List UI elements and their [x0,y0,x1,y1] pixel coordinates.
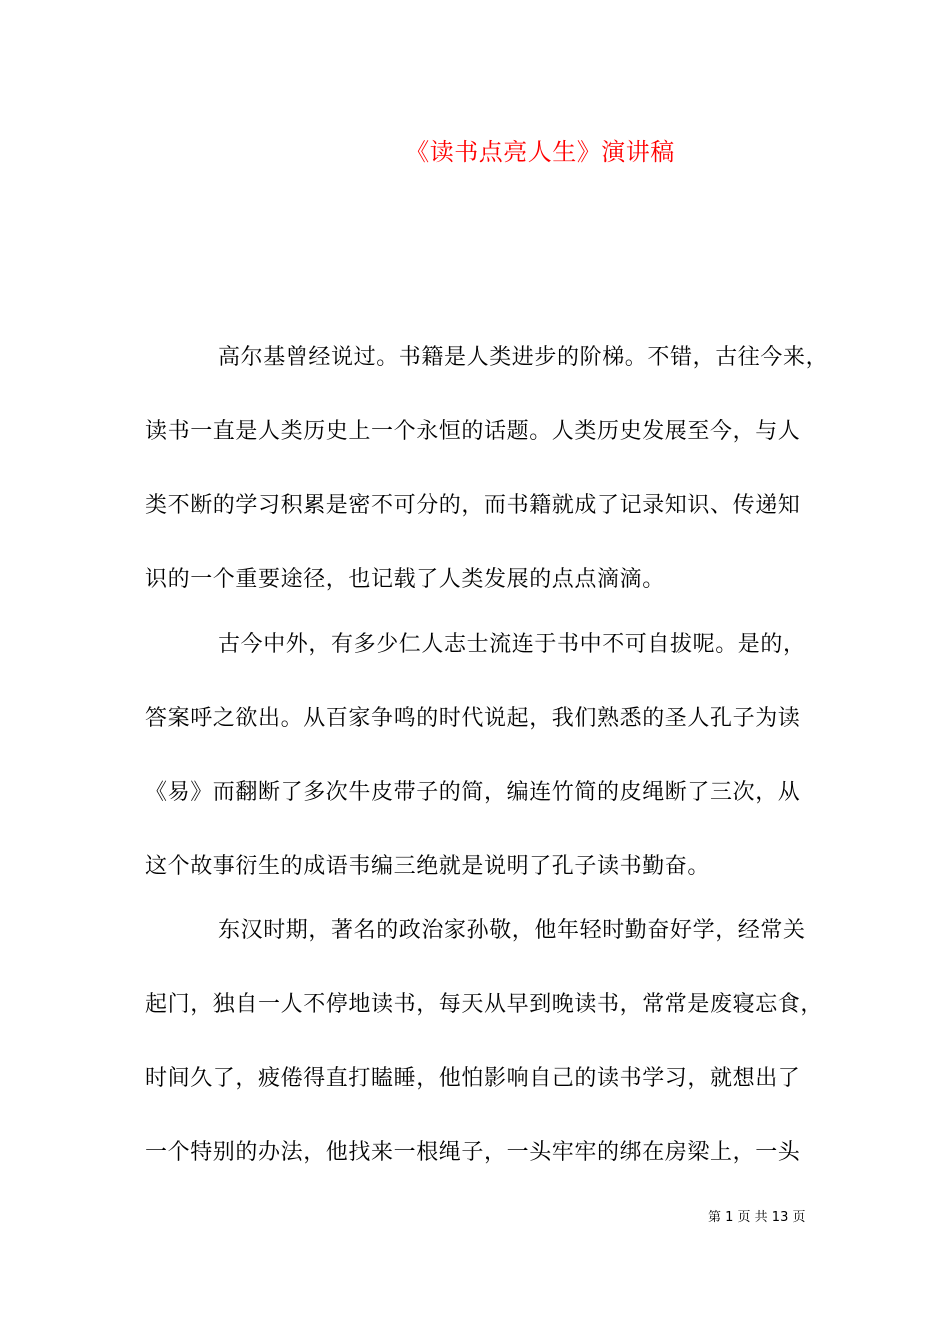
paragraph-line: 这个故事衍生的成语韦编三绝就是说明了孔子读书勤奋。 [145,854,711,879]
paragraph-line: 答案呼之欲出。从百家争鸣的时代说起，我们熟悉的圣人孔子为读 [145,706,801,731]
paragraph-line: 东汉时期，著名的政治家孙敬，他年轻时勤奋好学，经常关 [218,918,806,943]
paragraph-line: 时间久了，疲倦得直打瞌睡，他怕影响自己的读书学习，就想出了 [145,1066,801,1091]
page-number: 第 1 页 共 13 页 [708,1210,806,1225]
paragraph-line: 类不断的学习积累是密不可分的，而书籍就成了记录知识、传递知 [145,493,801,518]
paragraph-line: 《易》而翻断了多次牛皮带子的简，编连竹简的皮绳断了三次，从 [145,780,801,805]
paragraph-line: 高尔基曾经说过。书籍是人类进步的阶梯。不错，古往今来， [218,345,829,370]
paragraph-line: 古今中外，有多少仁人志士流连于书中不可自拔呢。是的， [218,632,806,657]
paragraph-line: 读书一直是人类历史上一个永恒的话题。人类历史发展至今，与人 [145,419,801,444]
paragraph-line: 一个特别的办法，他找来一根绳子，一头牢牢的绑在房梁上，一头 [145,1140,801,1165]
document-title: 《读书点亮人生》演讲稿 [405,138,675,166]
paragraph-line: 起门，独自一人不停地读书，每天从早到晚读书，常常是废寝忘食， [145,992,824,1017]
paragraph-line: 识的一个重要途径，也记载了人类发展的点点滴滴。 [145,567,665,592]
